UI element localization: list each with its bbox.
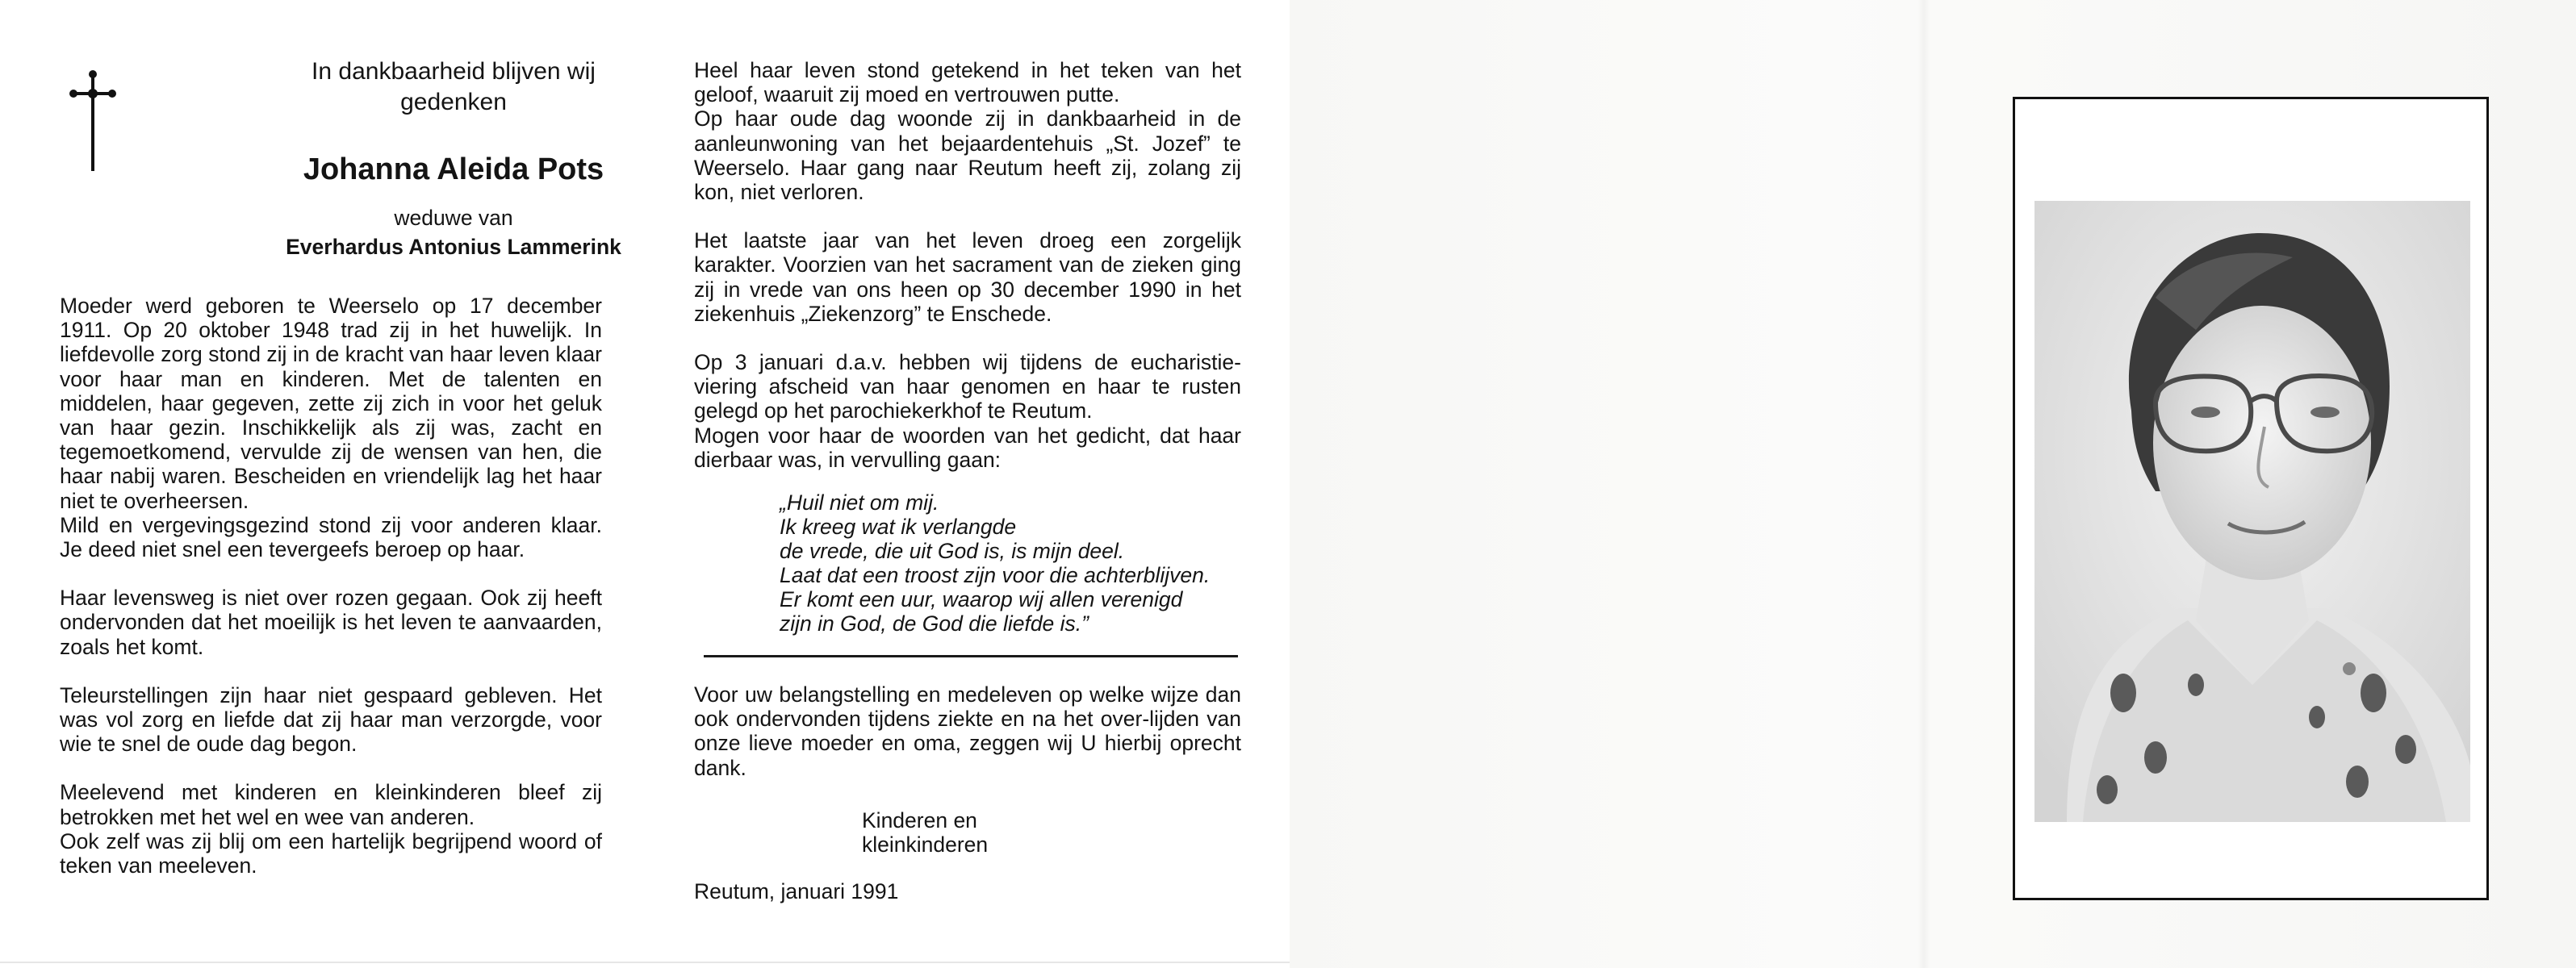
paragraph: Ook zelf was zij blij om een hartelijk begrijpend woord of teken van meeleven. [60, 828, 602, 878]
paragraph: Op 3 januari d.a.v. hebben wij tijdens de eucharistie-viering afscheid van haar genomen en haar te rusten gelegd op het parochiekerkhof te Reutum. [694, 350, 1241, 424]
biography-column-left [60, 294, 602, 878]
poem-line: Er komt een uur, waarop wij allen verenigd [780, 587, 1183, 611]
poem-line: de vrede, die uit God is, is mijn deel. [780, 539, 1125, 563]
intro-text: In dankbaarheid blijven wij gedenken [312, 58, 596, 115]
signature-line: Kinderen en [862, 808, 977, 832]
place-date: Reutum, januari 1991 [694, 879, 899, 903]
paragraph: Mild en vergevingsgezind stond zij voor anderen klaar. Je deed niet snel een tevergeefs beroep op haar. [60, 512, 602, 562]
paragraph: Moeder werd geboren te Weerselo op 17 december 1911. Op 20 oktober 1948 trad zij in het huwelijk. In liefdevolle zorg stond zij in de kracht van haar leven klaar voor haar man en kinderen. Met de talenten en middelen, haar gegeven, zette zij zich in voor het geluk van haar gezin. Inschikkelijk als zij was, zacht en tegemoetkomend, vervulde zij de wensen van hen, die haar nabij waren. Bescheiden en vriendelijk lag het haar niet te overheersen. [60, 294, 602, 513]
poem-line: „Huil niet om mij. [780, 490, 939, 515]
signature [862, 808, 1104, 857]
poem-line: zijn in God, de God die liefde is.” [780, 611, 1089, 636]
husband-name: Everhardus Antonius Lammerink [286, 235, 621, 259]
paragraph: Teleurstellingen zijn haar niet gespaard gebleven. Het was vol zorg en liefde dat zij haar man verzorgde, voor wie te snel de oude dag begon. [60, 682, 602, 757]
widow-of-label: weduwe van [394, 206, 513, 230]
portrait-frame [2013, 97, 2489, 900]
poem-line: Ik kreeg wat ik verlangde [780, 515, 1017, 539]
paragraph: Het laatste jaar van het leven droeg een zorgelijk karakter. Voorzien van het sacrament van de zieken ging zij in vrede van ons heen op 30 december 1990 in het ziekenhuis „Ziekenzorg” te Enschede. [694, 228, 1241, 326]
portrait-photo [2034, 201, 2470, 822]
thanks-paragraph: Voor uw belangstelling en medeleven op welke wijze dan ook ondervonden tijdens ziekte en na het over-lijden van onze lieve moeder en oma, zeggen wij U hierbij oprecht dank. [694, 682, 1241, 780]
poem [780, 490, 1264, 636]
cross-icon [69, 68, 118, 173]
biography-column-right [694, 58, 1241, 472]
intro-heading [211, 56, 696, 118]
signature-line: kleinkinderen [862, 832, 989, 857]
deceased-name: Johanna Aleida Pots [303, 152, 604, 186]
thanks-text [694, 682, 1241, 780]
card-fold [1917, 0, 1930, 968]
paragraph: Mogen voor haar de woorden van het gedicht, dat haar dierbaar was, in vervulling gaan: [694, 423, 1241, 472]
poem-line: Laat dat een troost zijn voor die achterblijven. [780, 563, 1211, 587]
paragraph: Op haar oude dag woonde zij in dankbaarheid in de aanleunwoning van het bejaardentehuis „St. Jozef” te Weerselo. Haar gang naar Reutum heeft zij, zolang zij kon, niet verloren. [694, 106, 1241, 205]
paragraph: Meelevend met kinderen en kleinkinderen bleef zij betrokken met het wel en wee van anderen. [60, 780, 602, 829]
divider [704, 655, 1238, 657]
paragraph: Heel haar leven stond getekend in het teken van het geloof, waaruit zij moed en vertrouwen putte. [694, 58, 1241, 107]
paragraph: Haar levensweg is niet over rozen gegaan. Ook zij heeft ondervonden dat het moeilijk is het leven te aanvaarden, zoals het komt. [60, 586, 602, 659]
